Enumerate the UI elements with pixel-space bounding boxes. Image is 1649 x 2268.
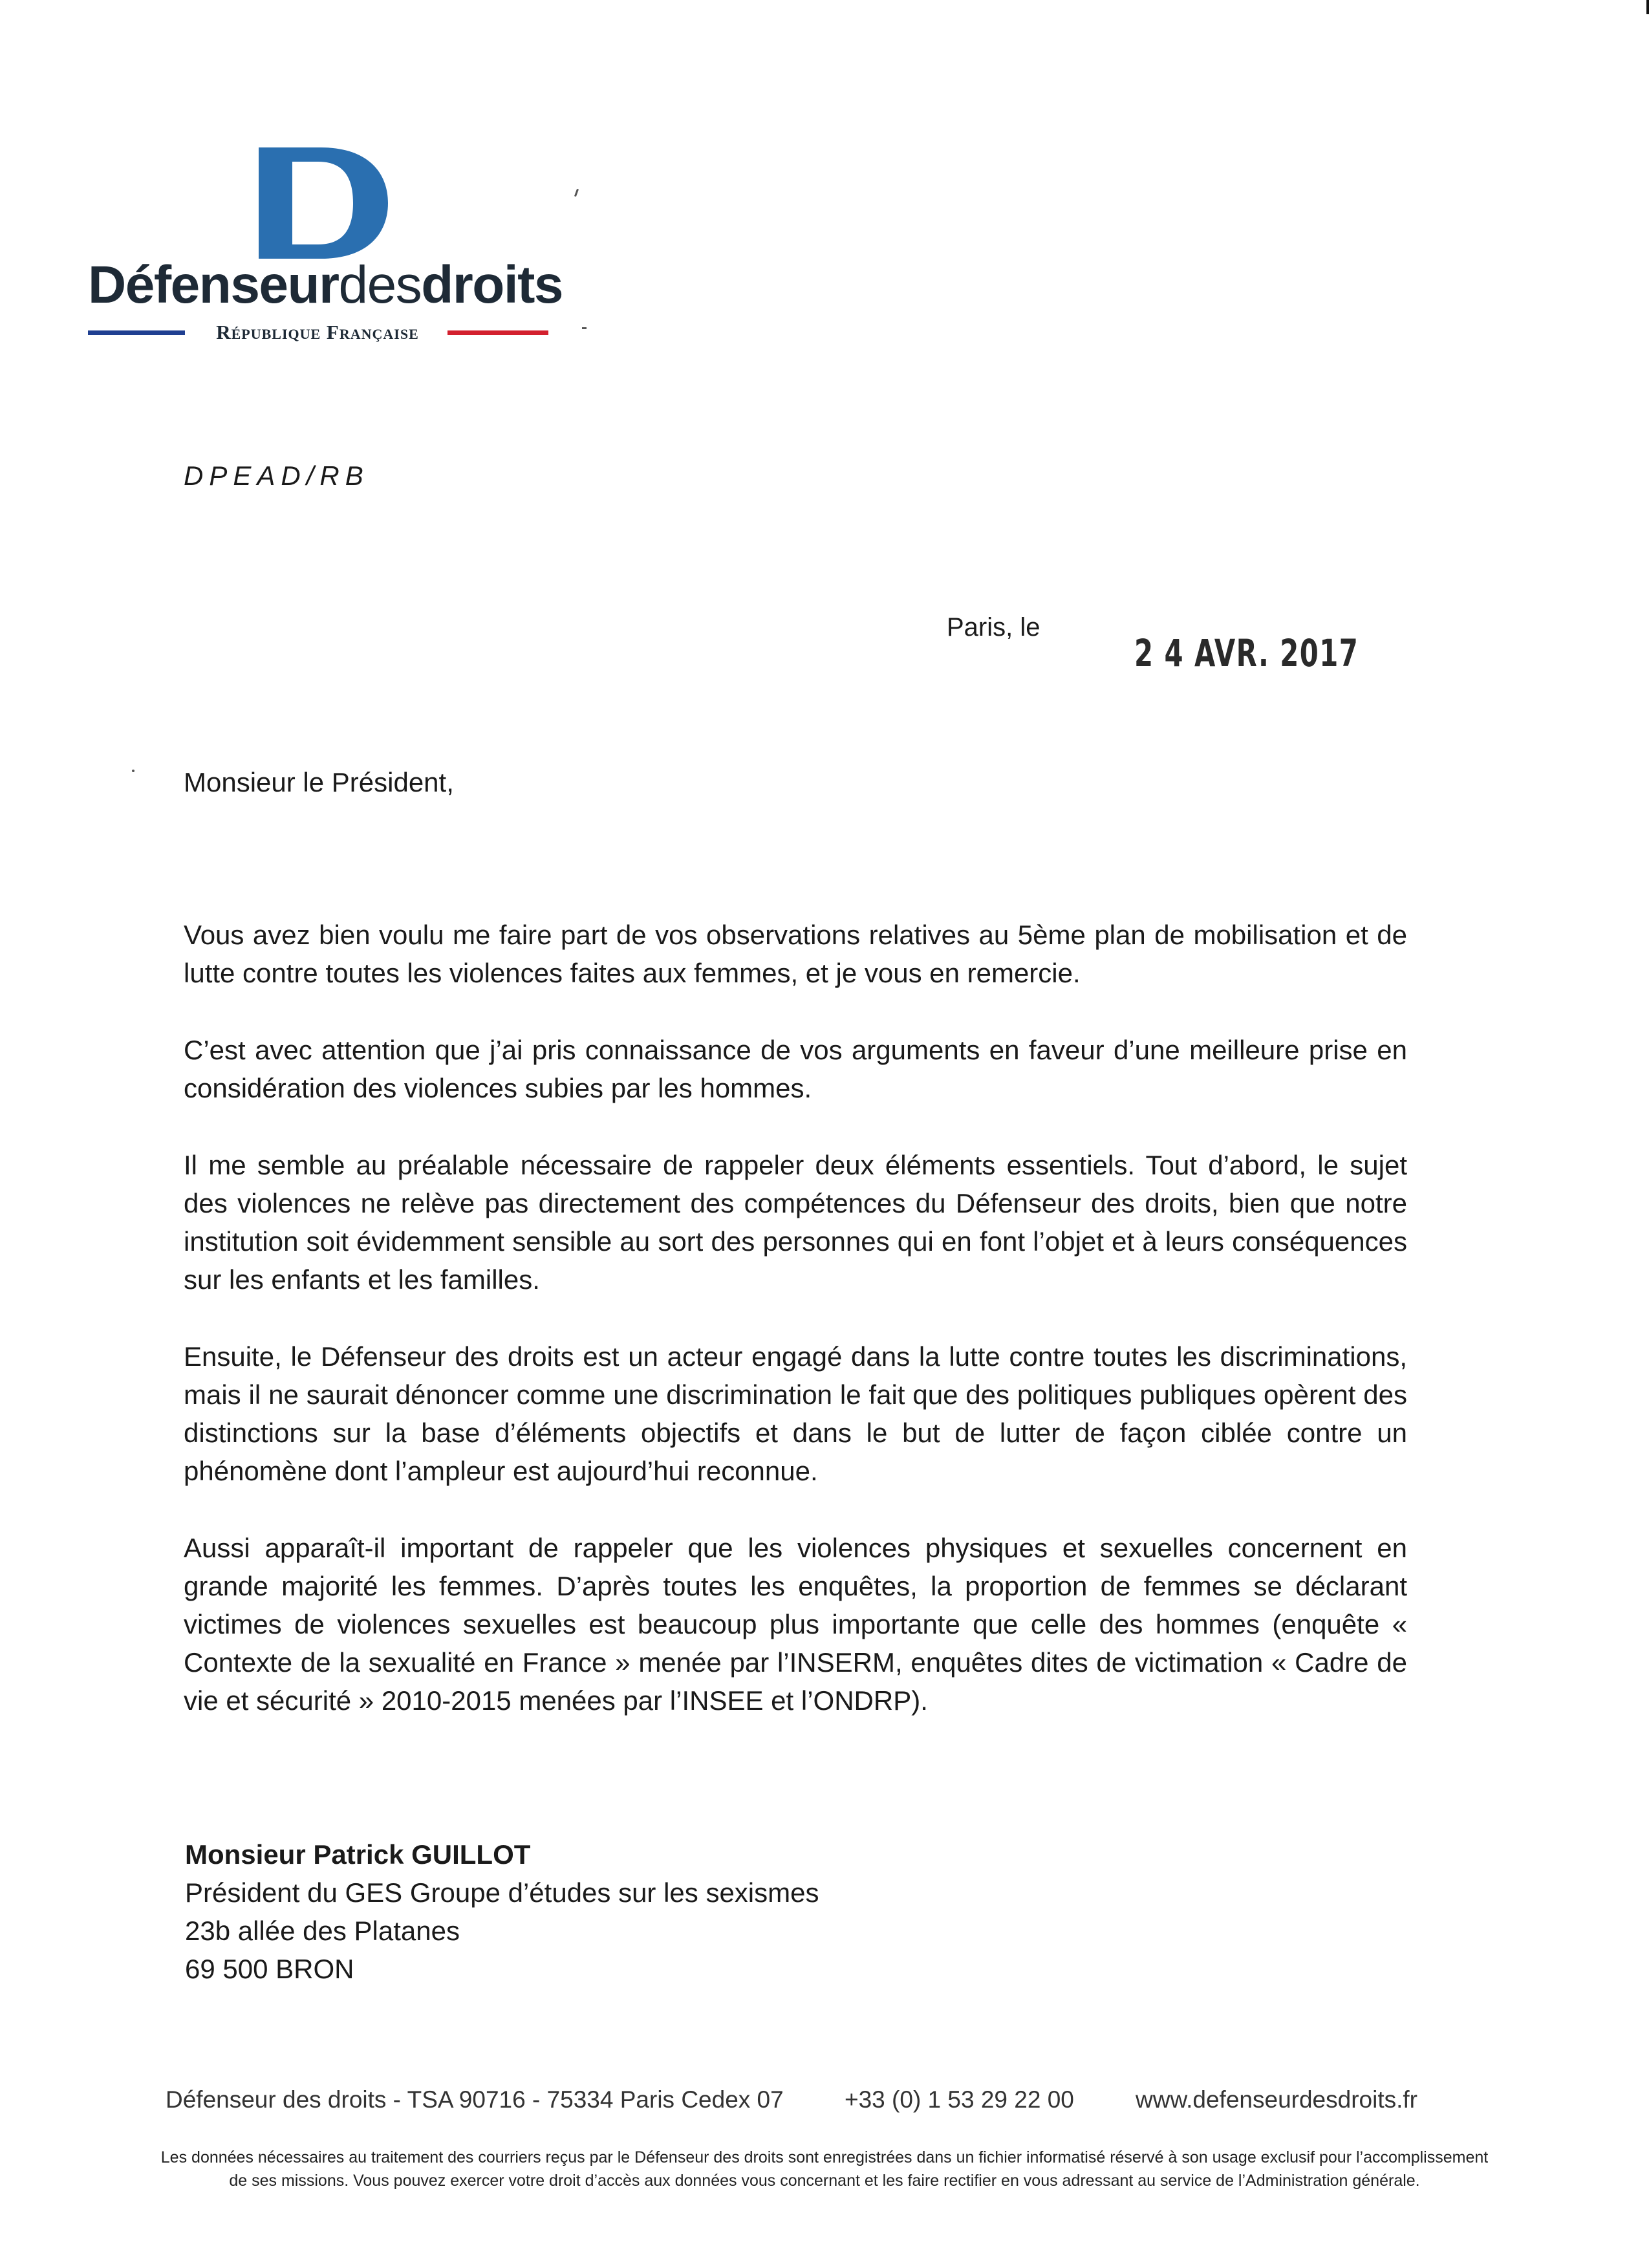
logo-word-droits: droits <box>421 255 563 314</box>
logo-tagline: République Française <box>216 321 419 343</box>
footer-notice-line-1: Les données nécessaires au traitement des courriers reçus par le Défenseur des droits sont enregistrées dans un fichier informatisé réservé à son usage exclusif pour l’accomplissement <box>160 2148 1489 2166</box>
addressee-street: 23b allée des Platanes <box>185 1916 460 1946</box>
logo-tagline-row <box>88 319 548 345</box>
letter-reference: DPEAD/RB <box>184 460 369 491</box>
paragraph-2: C’est avec attention que j’ai pris connaissance de vos arguments en faveur d’une meilleure prise en considération des violences subies par les hommes. <box>184 1035 1407 1103</box>
letter-body <box>184 916 1407 1758</box>
footer-notice-line-2: de ses missions. Vous pouvez exercer votre droit d’accès aux données vous concernant et les faire rectifier en vous adressant au service de l’Administration générale. <box>229 2172 1420 2190</box>
paragraph-3: Il me semble au préalable nécessaire de rappeler deux éléments essentiels. Tout d’abord, le sujet des violences ne relève pas directement des compétences du Défenseur des droits, bien que notre institution soit évidemment sensible au sort des personnes qui en font l’objet et à leurs conséquences sur les enfants et les familles. <box>184 1150 1407 1295</box>
logo-word-defenseur: Défenseur <box>88 255 339 314</box>
addressee-title: Président du GES Groupe d’études sur les sexismes <box>185 1877 819 1908</box>
addressee-block <box>185 1835 819 1988</box>
footer-address: Défenseur des droits - TSA 90716 - 75334 Paris Cedex 07 <box>166 2086 784 2113</box>
scan-speck <box>582 327 587 329</box>
scan-edge-mark <box>1646 0 1649 14</box>
place-label: Paris, le <box>947 613 1040 642</box>
footer-contacts <box>0 2086 1649 2119</box>
paragraph-5: Aussi apparaît-il important de rappeler que les violences physiques et sexuelles concernent en grande majorité les femmes. D’après toutes les enquêtes, la proportion de femmes se déclarant victimes de violences sexuelles est beaucoup plus importante que celle des hommes (enquête « Contexte de la sexualité en France » menée par l’INSERM, enquêtes dites de victimation « Cadre de vie et sécurité » 2010-2015 menées par l’INSEE et l’ONDRP). <box>184 1533 1407 1716</box>
footer-website: www.defenseurdesdroits.fr <box>1136 2086 1417 2113</box>
logo-wordmark <box>88 255 563 314</box>
defenseur-des-droits-logo <box>88 147 563 348</box>
addressee-city: 69 500 BRON <box>185 1954 354 1984</box>
paragraph-4: Ensuite, le Défenseur des droits est un acteur engagé dans la lutte contre toutes les discriminations, mais il ne saurait dénoncer comme une discrimination le fait que des politiques publiques opèrent des distinctions sur la base d’éléments objectifs et dans le but de lutter de façon ciblée contre un phénomène dont l’ampleur est aujourd’hui reconnue. <box>184 1341 1407 1486</box>
logo-word-des: des <box>338 255 422 314</box>
scan-speck <box>132 770 135 772</box>
tricolor-red-bar <box>447 330 548 335</box>
salutation: Monsieur le Président, <box>184 767 454 797</box>
addressee-name: Monsieur Patrick GUILLOT <box>185 1839 531 1870</box>
footer-privacy-notice <box>97 2146 1552 2192</box>
paragraph-1: Vous avez bien voulu me faire part de vos observations relatives au 5ème plan de mobilisation et de lutte contre toutes les violences faites aux femmes, et je vous en remercie. <box>184 920 1407 988</box>
logo-d-mark <box>259 147 388 259</box>
tricolor-blue-bar <box>88 330 185 335</box>
scan-speck <box>574 189 579 197</box>
footer-phone: +33 (0) 1 53 29 22 00 <box>845 2086 1074 2113</box>
date-stamp: 2 4 AVR. 2017 <box>1134 631 1359 675</box>
